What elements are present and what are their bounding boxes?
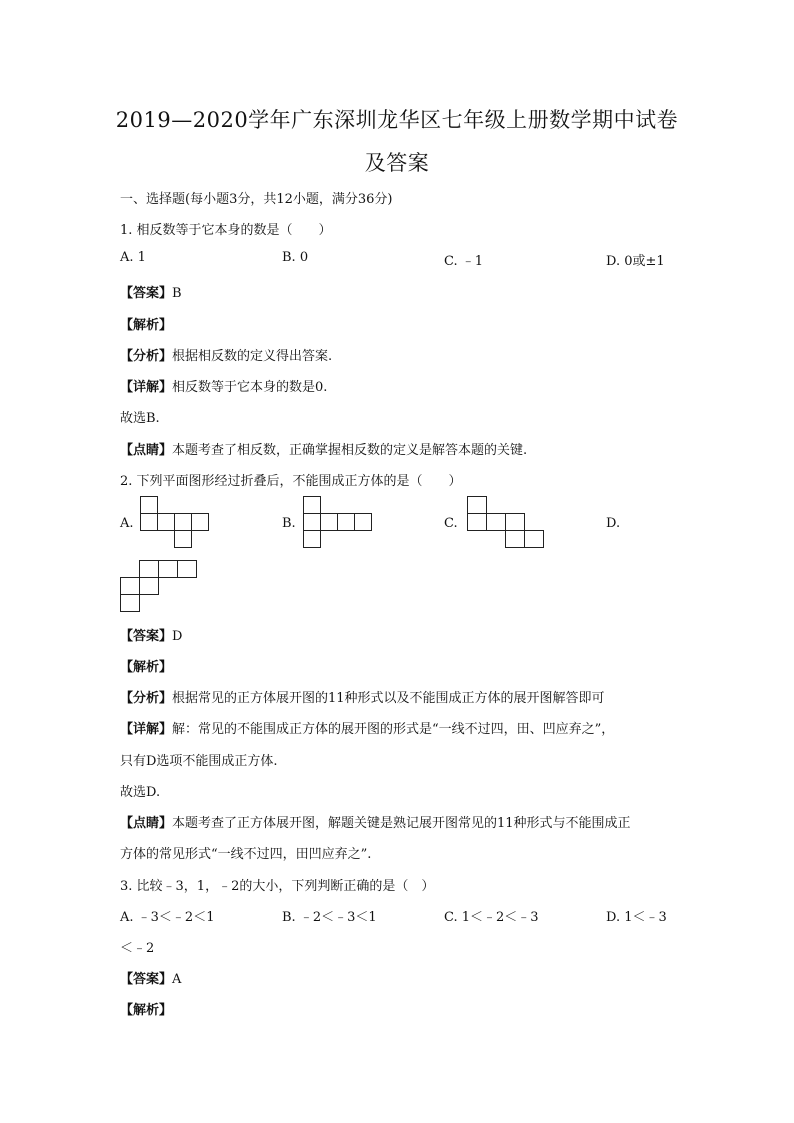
q2-answer-line xyxy=(120,625,182,644)
q1-fenxi-line xyxy=(120,345,332,364)
section-heading: 一、选择题(每小题3分，共12小题，满分36分) xyxy=(120,192,393,207)
q1-fenxi: 根据相反数的定义得出答案. xyxy=(172,349,333,364)
q1-option-c: C. ﹣1 xyxy=(444,254,484,269)
answer-tag: 【答案】 xyxy=(120,629,173,644)
q2-option-c-label: C. xyxy=(444,516,458,531)
question-2-stem: 2. 下列平面图形经过折叠后，不能围成正方体的是（ ） xyxy=(120,474,462,489)
q1-conclusion: 故选B. xyxy=(120,411,160,426)
q2-dianjing-1: 本题考查了正方体展开图，解题关键是熟记展开图常见的11种形式与不能围成正 xyxy=(172,816,631,831)
q3-answer-line xyxy=(120,968,181,987)
q3-answer: A xyxy=(172,972,182,987)
document-title-continued: 及答案 xyxy=(364,151,430,175)
q3-option-c: C. 1＜﹣2＜﹣3 xyxy=(444,910,539,925)
cube-net-a xyxy=(140,496,210,548)
xiangjie-tag: 【详解】 xyxy=(120,380,173,395)
answer-tag: 【答案】 xyxy=(120,972,173,987)
q2-option-b-label: B. xyxy=(282,516,296,531)
question-1-stem: 1. 相反数等于它本身的数是（ ） xyxy=(120,223,332,238)
q1-option-d: D. 0或±1 xyxy=(606,254,665,269)
cube-net-d xyxy=(120,560,200,612)
q1-answer: B xyxy=(172,286,182,301)
q1-option-a: A. 1 xyxy=(120,250,146,265)
q3-option-d: D. 1＜﹣3 xyxy=(606,910,667,925)
document-title: 2019—2020学年广东深圳龙华区七年级上册数学期中试卷 xyxy=(115,108,679,132)
fenxi-tag: 【分析】 xyxy=(120,349,173,364)
q2-option-a-label: A. xyxy=(120,516,134,531)
q3-analysis-tag: 【解析】 xyxy=(120,1003,173,1018)
fenxi-tag: 【分析】 xyxy=(120,691,173,706)
q2-dianjing-2: 方体的常见形式“一线不过四，田凹应弃之”. xyxy=(120,847,372,862)
q2-fenxi: 根据常见的正方体展开图的11种形式以及不能围成正方体的展开图解答即可 xyxy=(172,691,605,706)
cube-net-b xyxy=(303,496,375,548)
q2-fenxi-line xyxy=(120,687,605,706)
q1-option-b: B. 0 xyxy=(282,250,309,265)
dianjing-tag: 【点睛】 xyxy=(120,443,173,458)
q1-answer-line xyxy=(120,282,182,301)
q1-xiangjie: 相反数等于它本身的数是0. xyxy=(172,380,328,395)
q1-dianjing-line xyxy=(120,439,527,458)
question-3-stem: 3. 比较﹣3，1，﹣2的大小，下列判断正确的是（ ） xyxy=(120,879,435,894)
q3-option-d-wrap: ＜﹣2 xyxy=(120,941,155,956)
q2-option-d-label: D. xyxy=(606,516,621,531)
q2-xiangjie-line xyxy=(120,718,614,737)
q2-xiangjie-1: 解：常见的不能围成正方体的展开图的形式是“一线不过四，田、凹应弃之”， xyxy=(172,722,615,737)
q1-dianjing: 本题考查了相反数，正确掌握相反数的定义是解答本题的关键. xyxy=(172,443,528,458)
q3-option-b: B. ﹣2＜﹣3＜1 xyxy=(282,910,377,925)
cube-net-c xyxy=(467,496,547,548)
q2-xiangjie-2: 只有D选项不能围成正方体. xyxy=(120,754,278,769)
q1-xiangjie-line xyxy=(120,376,327,395)
q1-analysis-tag: 【解析】 xyxy=(120,318,173,333)
q2-analysis-tag: 【解析】 xyxy=(120,660,173,675)
q2-dianjing-line xyxy=(120,812,631,831)
xiangjie-tag: 【详解】 xyxy=(120,722,173,737)
q3-option-a: A. ﹣3＜﹣2＜1 xyxy=(120,910,215,925)
q2-conclusion: 故选D. xyxy=(120,785,161,800)
q2-answer: D xyxy=(172,629,183,644)
dianjing-tag: 【点睛】 xyxy=(120,816,173,831)
answer-tag: 【答案】 xyxy=(120,286,173,301)
